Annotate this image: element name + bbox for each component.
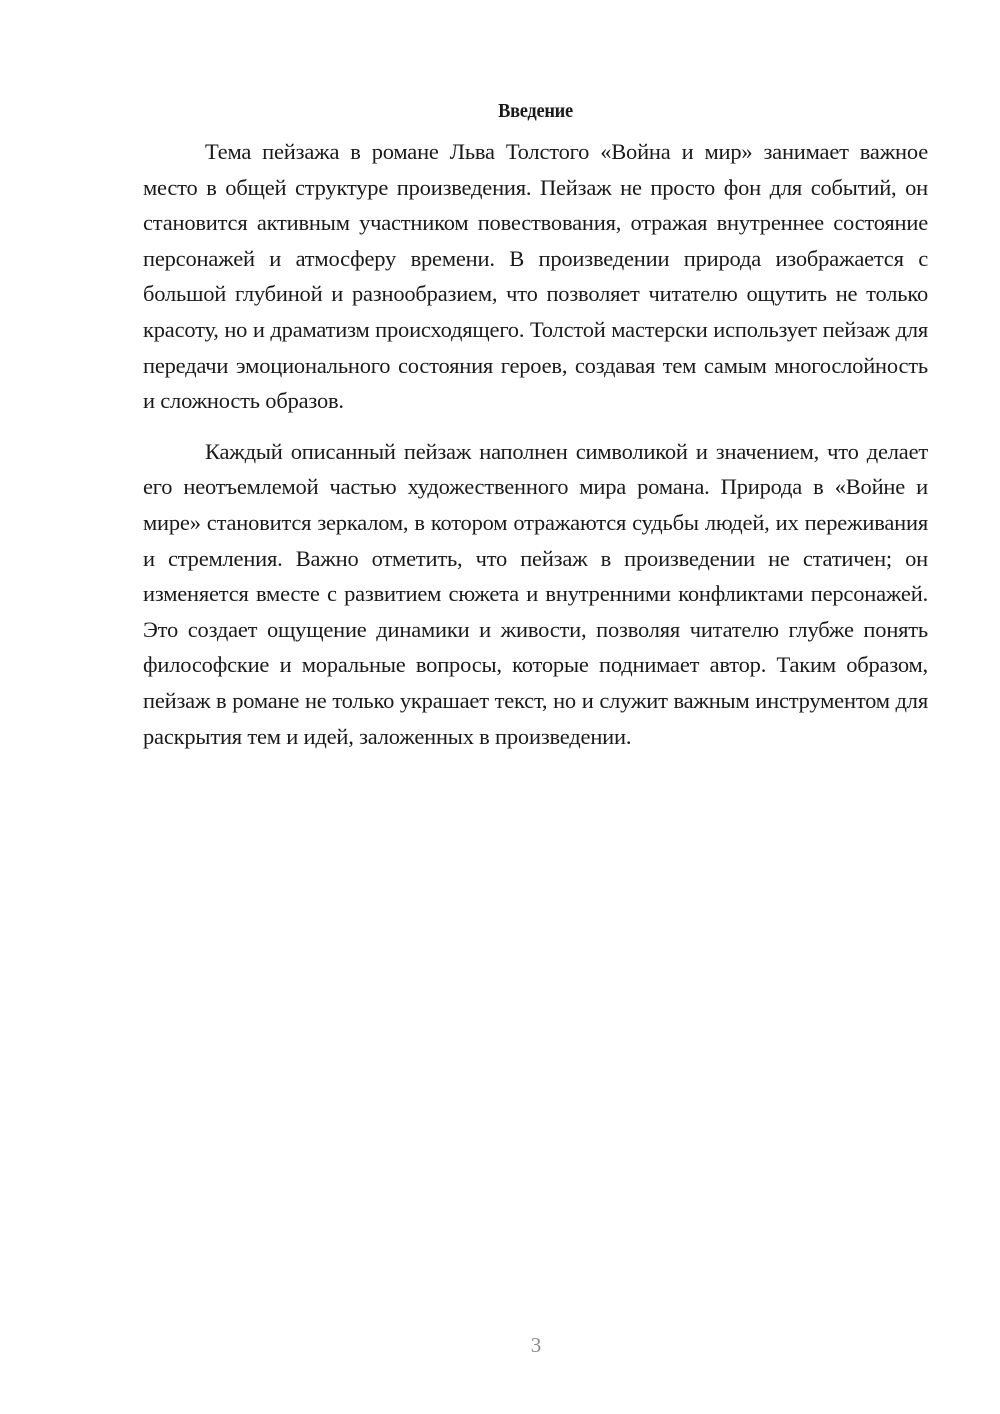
section-heading: Введение (498, 100, 573, 122)
page-content (143, 96, 928, 754)
paragraph-2: Каждый описанный пейзаж наполнен символикой и значением, что делает его неотъемлемой частью художественного мира романа. Природа в «Войне и мире» становится зеркалом, в котором отражаются судьбы людей, их переживания и стремления. Важно отметить, что пейзаж в произведении не статичен; он изменяется вместе с развитием сюжета и внутренними конфликтами персонажей. Это создает ощущение динамики и живости, позволяя читателю глубже понять философские и моральные вопросы, которые поднимает автор. Таким образом, пейзаж в романе не только украшает текст, но и служит важным инструментом для раскрытия тем и идей, заложенных в произведении. (143, 438, 928, 749)
paragraph-1: Тема пейзажа в романе Льва Толстого «Война и мир» занимает важное место в общей структуре произведения. Пейзаж не просто фон для событий, он становится активным участником повествования, отражая внутреннее состояние персонажей и атмосферу времени. В произведении природа изображается с большой глубиной и разнообразием, что позволяет читателю ощутить не только красоту, но и драматизм происходящего. Толстой мастерски использует пейзаж для передачи эмоционального состояния героев, создавая тем самым многослойность и сложность образов. (143, 139, 928, 414)
page-number: 3 (530, 1333, 542, 1357)
